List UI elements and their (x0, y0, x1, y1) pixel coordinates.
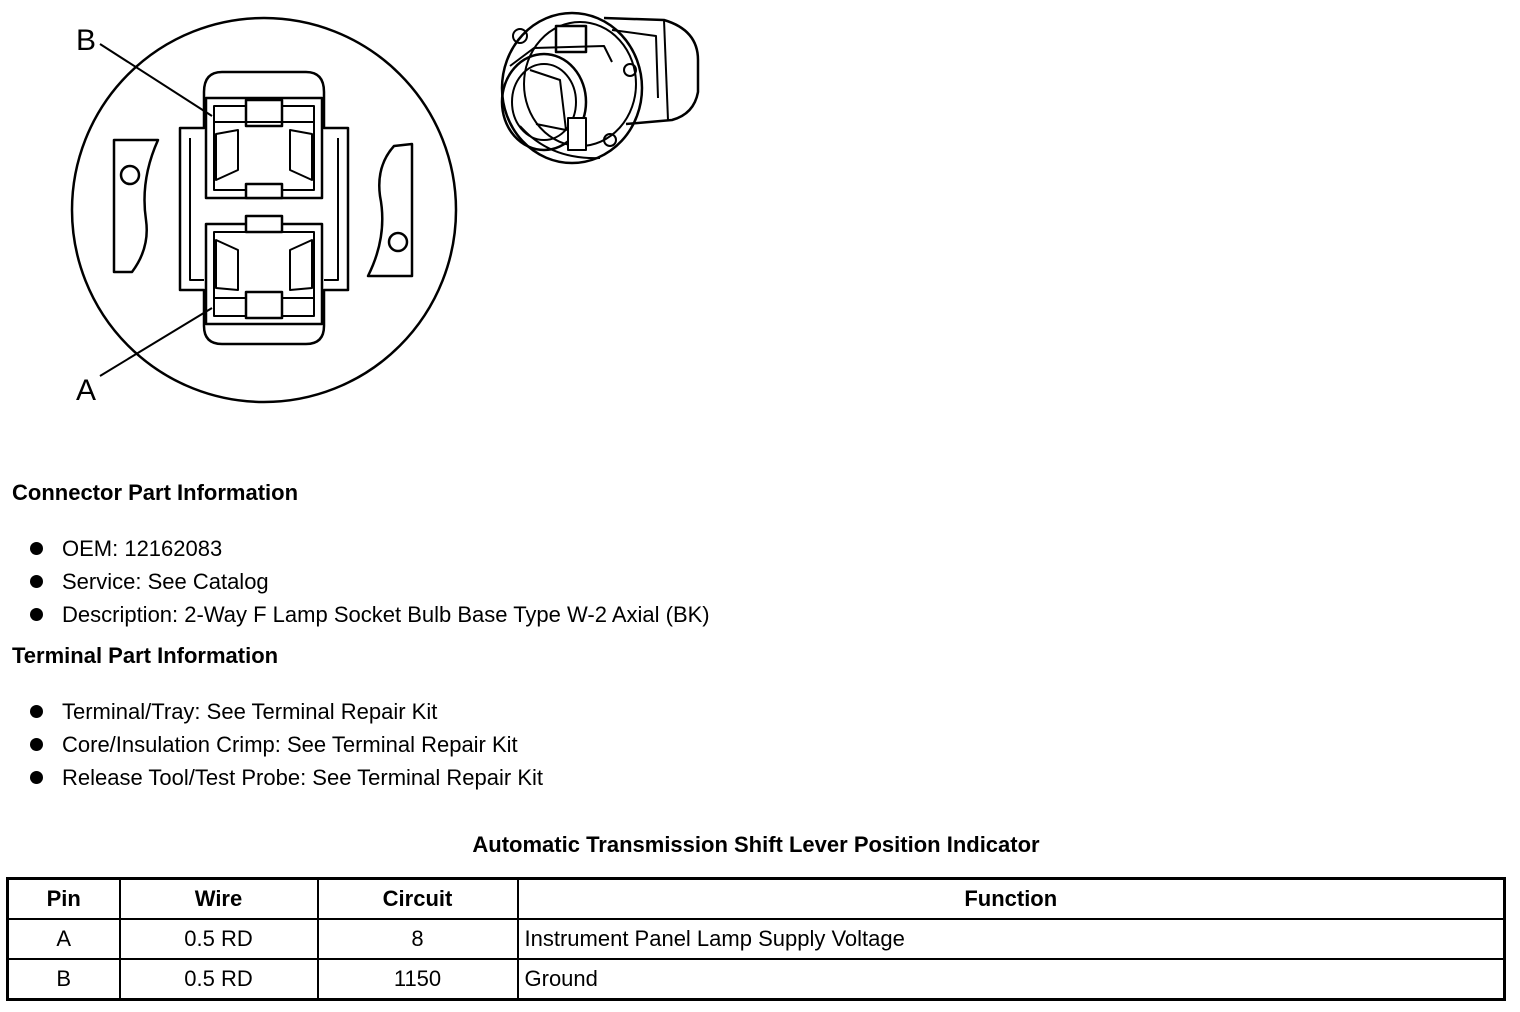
bullet-icon (30, 575, 43, 588)
cell-pin: B (8, 959, 120, 1000)
connector-heading: Connector Part Information (12, 480, 299, 505)
table-row (8, 919, 1505, 959)
right-lock-tab (368, 144, 412, 276)
bullet-icon (30, 738, 43, 751)
cell-pin: A (8, 919, 120, 959)
bullet-icon (30, 608, 43, 621)
terminal-heading: Terminal Part Information (12, 643, 279, 668)
terminal-cavity-b (206, 98, 322, 198)
label-b: B (76, 24, 97, 57)
connector-diagram (0, 0, 760, 420)
list-item: OEM: 12162083 (28, 532, 710, 565)
column-header-pin: Pin (8, 879, 120, 920)
pinout-table (6, 877, 1506, 1001)
list-item: Service: See Catalog (28, 565, 710, 598)
list-item: Release Tool/Test Probe: See Terminal Repair Kit (28, 761, 543, 794)
label-a: A (76, 374, 97, 407)
bullet-icon (30, 705, 43, 718)
cell-function: Ground (518, 959, 1505, 1000)
table-title: Automatic Transmission Shift Lever Position Indicator (472, 832, 1040, 857)
bullet-icon (30, 542, 43, 555)
table-header-row (8, 879, 1505, 920)
cell-circuit: 1150 (318, 959, 518, 1000)
leader-line-b (100, 44, 212, 116)
cell-wire: 0.5 RD (120, 919, 318, 959)
terminal-cavity-a (206, 216, 322, 324)
lamp-socket-illustration (502, 13, 698, 163)
list-item: Terminal/Tray: See Terminal Repair Kit (28, 695, 543, 728)
cell-function: Instrument Panel Lamp Supply Voltage (518, 919, 1505, 959)
table-row (8, 959, 1505, 1000)
cell-circuit: 8 (318, 919, 518, 959)
list-item: Description: 2-Way F Lamp Socket Bulb Base Type W-2 Axial (BK) (28, 598, 710, 631)
column-header-wire: Wire (120, 879, 318, 920)
column-header-circuit: Circuit (318, 879, 518, 920)
bullet-icon (30, 771, 43, 784)
column-header-function: Function (518, 879, 1505, 920)
left-lock-tab (114, 140, 158, 272)
cell-wire: 0.5 RD (120, 959, 318, 1000)
list-item: Core/Insulation Crimp: See Terminal Repair Kit (28, 728, 543, 761)
leader-line-a (100, 308, 212, 376)
connector-info-list (28, 532, 710, 631)
terminal-info-list (28, 695, 543, 794)
